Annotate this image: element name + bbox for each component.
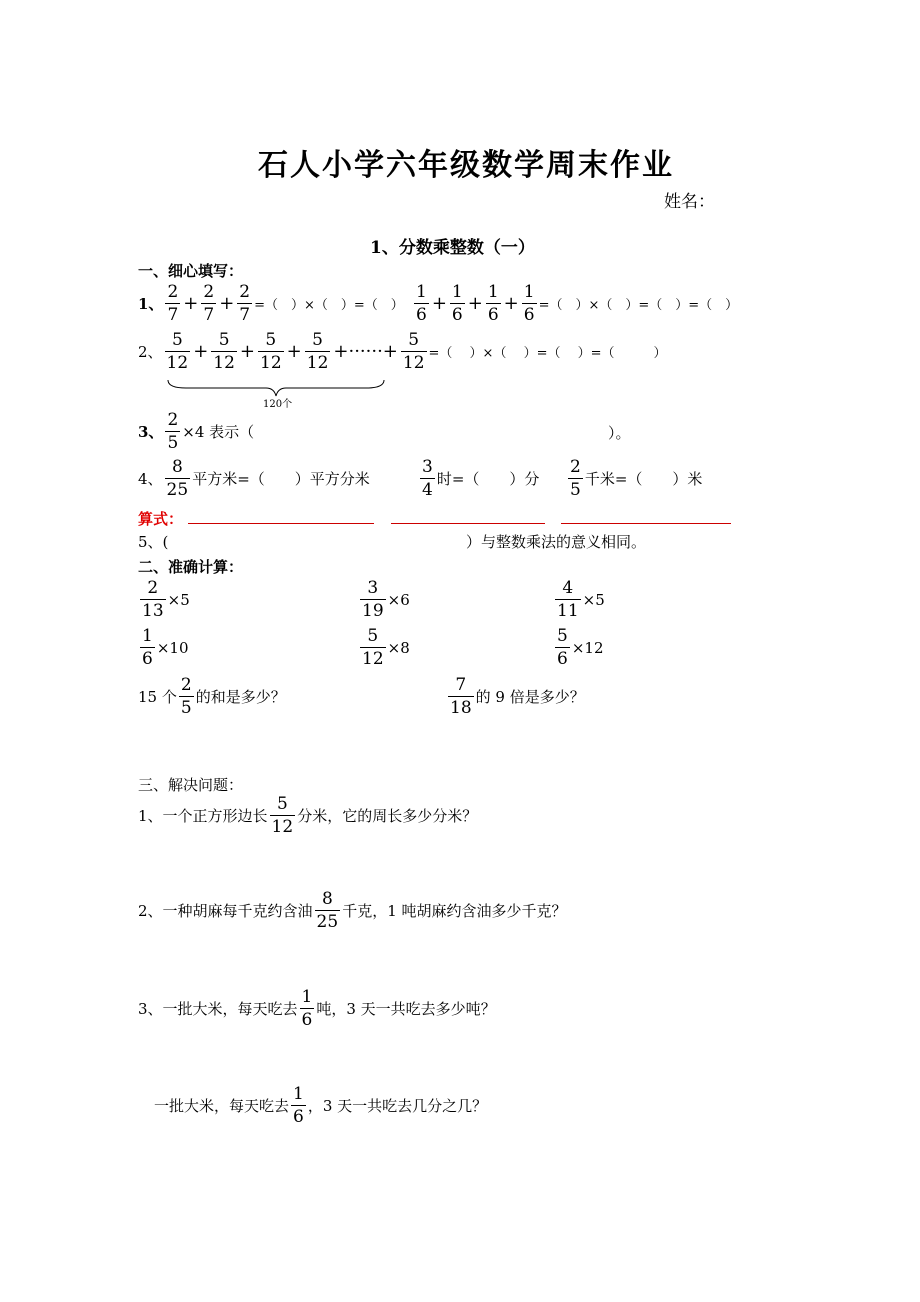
fraction: $\frac{2}{7}$ xyxy=(167,282,179,325)
fraction: $\frac{1}{6}$ xyxy=(487,282,499,325)
problem-3 xyxy=(138,987,496,1030)
fraction: $\frac{3}{4}$ xyxy=(422,457,433,500)
text: 2、一种胡麻每千克约含油 xyxy=(138,902,313,920)
calc-op: ×10 xyxy=(156,638,189,657)
text: 分米，它的周长多少分米？ xyxy=(297,807,478,825)
q3-end: ）。 xyxy=(608,424,631,442)
fraction: $\frac{5}{12}$ xyxy=(166,330,189,373)
fraction: $\frac{1}{6}$ xyxy=(301,987,313,1030)
problem-1 xyxy=(138,794,477,837)
calc-op: ×8 xyxy=(387,638,410,657)
name-label: 姓名： xyxy=(664,192,715,212)
q4-c-text: 千米=（ ）米 xyxy=(584,470,703,488)
text: 千克，1 吨胡麻约含油多少千克？ xyxy=(342,902,567,920)
calc-op: ×6 xyxy=(387,590,410,609)
fraction: $\frac{1}{6}$ xyxy=(416,282,427,325)
q1-left: 1、 $\frac{2}{7}$ + $\frac{2}{7}$ + $\frac{2}{7}$ =（ ）×（ ）=（ ） xyxy=(138,282,404,325)
q2-label: 2、 xyxy=(138,343,163,361)
calc-item xyxy=(138,578,190,621)
fraction: $\frac{1}{6}$ xyxy=(451,282,463,325)
fraction: $\frac{5}{12}$ xyxy=(213,330,235,373)
section2-heading: 二、准确计算： xyxy=(138,558,244,576)
text: 的和是多少？ xyxy=(195,688,286,706)
formula-blank[interactable] xyxy=(391,523,545,524)
text: 15 个 xyxy=(138,688,177,706)
calc-item xyxy=(358,578,410,621)
brace-label: 120个 xyxy=(263,399,293,410)
fraction: $\frac{5}{12}$ xyxy=(362,626,384,669)
fraction: $\frac{7}{18}$ xyxy=(450,675,472,718)
q1-right: $\frac{1}{6}$ + $\frac{1}{6}$ + $\frac{1}{6}$ + $\frac{1}{6}$ =（ ）×（ ）=（ ）=（ ） xyxy=(416,282,739,325)
calc-op: ×12 xyxy=(571,638,604,657)
word-calc-b xyxy=(446,675,585,718)
q4-a-text: 平方米=（ ）平方分米 xyxy=(192,470,370,488)
q5-label: 5、( xyxy=(138,533,169,551)
fraction: $\frac{2}{5}$ xyxy=(167,410,179,453)
fraction: $\frac{2}{7}$ xyxy=(203,282,215,325)
calc-op: ×5 xyxy=(167,590,190,609)
text: 吨，3 天一共吃去多少吨？ xyxy=(316,1000,496,1018)
q3-text: ×4 表示（ xyxy=(182,423,255,441)
fraction: $\frac{5}{12}$ xyxy=(260,330,282,373)
q1-label: 1、 xyxy=(138,295,164,313)
word-calc-a xyxy=(138,675,286,718)
calc-item xyxy=(553,578,605,621)
fraction: $\frac{1}{6}$ xyxy=(142,626,153,669)
q4-label: 4、 xyxy=(138,470,163,488)
lesson-title: 1、分数乘整数（一） xyxy=(370,238,535,258)
text: 1、一个正方形边长 xyxy=(138,807,268,825)
problem-4 xyxy=(154,1084,487,1127)
q3-label: 3、 xyxy=(138,423,164,441)
formula-blank[interactable] xyxy=(561,523,731,524)
fraction: $\frac{2}{5}$ xyxy=(180,675,192,718)
q4-b xyxy=(418,457,539,500)
q1-right-blanks: =（ ）×（ ）=（ ）=（ ） xyxy=(538,298,739,313)
q5-end: ）与整数乘法的意义相同。 xyxy=(466,533,647,551)
fraction: $\frac{5}{6}$ xyxy=(557,626,568,669)
fraction: $\frac{5}{12}$ xyxy=(271,794,294,837)
section3-heading: 三、解决问题： xyxy=(138,776,244,794)
q2-dots: +······+ xyxy=(333,341,398,362)
q2-blanks: =（ ）×（ ）=（ ）=（ ） xyxy=(428,346,667,361)
fraction: $\frac{5}{12}$ xyxy=(306,330,329,373)
section1-heading: 一、细心填写： xyxy=(138,262,244,280)
q3-line xyxy=(138,410,254,453)
formula-label: 算式： xyxy=(138,510,184,528)
formula-blank[interactable] xyxy=(188,523,374,524)
calc-item xyxy=(138,626,188,669)
fraction: $\frac{8}{25}$ xyxy=(316,889,339,932)
fraction: $\frac{1}{6}$ xyxy=(293,1084,304,1127)
problem-2 xyxy=(138,889,567,932)
calc-op: ×5 xyxy=(582,590,605,609)
text: ，3 天一共吃去几分之几？ xyxy=(307,1097,488,1115)
fraction: $\frac{5}{12}$ xyxy=(402,330,425,373)
q4-c xyxy=(566,457,702,500)
fraction: $\frac{3}{19}$ xyxy=(362,578,384,621)
fraction: $\frac{8}{25}$ xyxy=(166,457,189,500)
fraction: $\frac{1}{6}$ xyxy=(523,282,535,325)
q1-left-blanks: =（ ）×（ ）=（ ） xyxy=(254,298,404,313)
text: 3、一批大米，每天吃去 xyxy=(138,1000,298,1018)
fraction: $\frac{2}{13}$ xyxy=(142,578,164,621)
fraction: $\frac{4}{11}$ xyxy=(557,578,579,621)
fraction: $\frac{2}{5}$ xyxy=(570,457,581,500)
text: 的 9 倍是多少？ xyxy=(475,688,585,706)
fraction: $\frac{2}{7}$ xyxy=(239,282,251,325)
q4-a xyxy=(138,457,370,500)
q2-line: 2、 $\frac{5}{12}$ + $\frac{5}{12}$ + $\frac{5}{12}$ + $\frac{5}{12}$ +······+ $\frac{5}{12}$ =（ ）×（ ）=（ ）=（ ） xyxy=(138,330,667,373)
calc-item xyxy=(553,626,603,669)
q4-b-text: 时=（ ）分 xyxy=(436,470,540,488)
page-title: 石人小学六年级数学周末作业 xyxy=(258,148,674,183)
text: 一批大米，每天吃去 xyxy=(154,1097,290,1115)
calc-item xyxy=(358,626,410,669)
